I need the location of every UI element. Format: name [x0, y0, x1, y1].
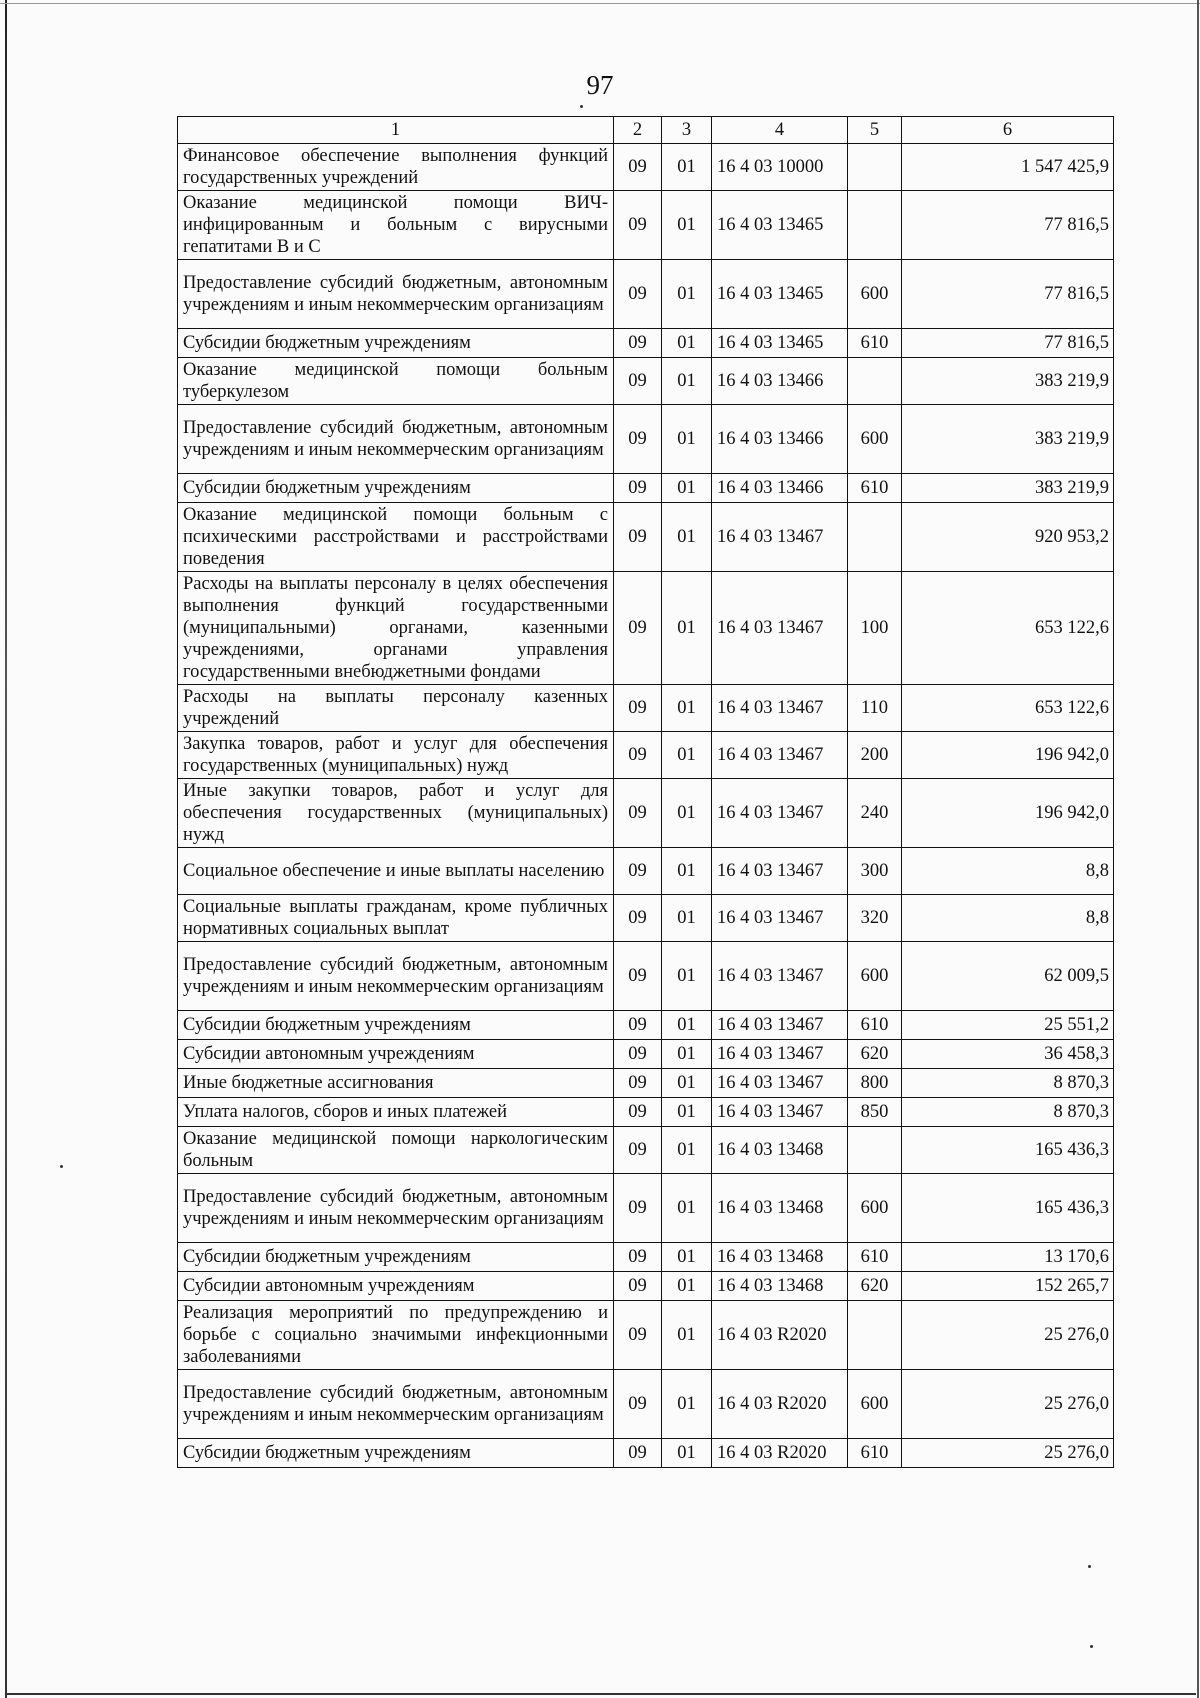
- target-article-code: 16 4 03 13468: [712, 1243, 848, 1272]
- expense-type-code: 620: [848, 1040, 902, 1069]
- amount: 383 219,9: [902, 474, 1114, 503]
- scan-speck: [60, 1165, 63, 1168]
- column-header: 4: [712, 117, 848, 144]
- table-row: [178, 474, 1114, 503]
- section-code: 09: [614, 1011, 662, 1040]
- table-row: [178, 1370, 1114, 1439]
- subsection-code: 01: [662, 1272, 712, 1301]
- row-description: Оказание медицинской помощи наркологическим больным: [178, 1127, 614, 1174]
- target-article-code: 16 4 03 R2020: [712, 1370, 848, 1439]
- subsection-code: 01: [662, 848, 712, 895]
- amount: 25 276,0: [902, 1439, 1114, 1468]
- table-row: [178, 405, 1114, 474]
- target-article-code: 16 4 03 13466: [712, 474, 848, 503]
- section-code: 09: [614, 1069, 662, 1098]
- target-article-code: 16 4 03 13467: [712, 895, 848, 942]
- target-article-code: 16 4 03 13467: [712, 572, 848, 685]
- table-row: [178, 329, 1114, 358]
- table-row: [178, 1439, 1114, 1468]
- subsection-code: 01: [662, 1301, 712, 1370]
- subsection-code: 01: [662, 358, 712, 405]
- expense-type-code: 600: [848, 260, 902, 329]
- subsection-code: 01: [662, 1011, 712, 1040]
- table-row: [178, 144, 1114, 191]
- subsection-code: 01: [662, 191, 712, 260]
- amount: 25 551,2: [902, 1011, 1114, 1040]
- amount: 25 276,0: [902, 1370, 1114, 1439]
- row-description: Предоставление субсидий бюджетным, автономным учреждениям и иным некоммерческим организациям: [178, 942, 614, 1011]
- section-code: 09: [614, 1127, 662, 1174]
- expense-type-code: 600: [848, 1174, 902, 1243]
- row-description: Субсидии бюджетным учреждениям: [178, 329, 614, 358]
- row-description: Социальные выплаты гражданам, кроме публичных нормативных социальных выплат: [178, 895, 614, 942]
- expense-type-code: 620: [848, 1272, 902, 1301]
- table-row: [178, 191, 1114, 260]
- amount: 165 436,3: [902, 1127, 1114, 1174]
- row-description: Иные закупки товаров, работ и услуг для обеспечения государственных (муниципальных) нужд: [178, 779, 614, 848]
- section-code: 09: [614, 942, 662, 1011]
- section-code: 09: [614, 1272, 662, 1301]
- row-description: Реализация мероприятий по предупреждению и борьбе с социально значимыми инфекционными заболеваниями: [178, 1301, 614, 1370]
- table-row: [178, 260, 1114, 329]
- subsection-code: 01: [662, 1174, 712, 1243]
- subsection-code: 01: [662, 1439, 712, 1468]
- target-article-code: 16 4 03 13467: [712, 1098, 848, 1127]
- subsection-code: 01: [662, 405, 712, 474]
- expense-type-code: 610: [848, 1439, 902, 1468]
- expense-type-code: 610: [848, 474, 902, 503]
- expense-type-code: 600: [848, 1370, 902, 1439]
- section-code: 09: [614, 895, 662, 942]
- expense-type-code: [848, 1301, 902, 1370]
- subsection-code: 01: [662, 144, 712, 191]
- row-description: Субсидии бюджетным учреждениям: [178, 1439, 614, 1468]
- row-description: Оказание медицинской помощи ВИЧ-инфицированным и больным с вирусными гепатитами В и С: [178, 191, 614, 260]
- amount: 62 009,5: [902, 942, 1114, 1011]
- amount: 13 170,6: [902, 1243, 1114, 1272]
- scan-edge-left: [5, 0, 7, 1698]
- table-row: [178, 1301, 1114, 1370]
- target-article-code: 16 4 03 13466: [712, 358, 848, 405]
- subsection-code: 01: [662, 260, 712, 329]
- table-row: [178, 779, 1114, 848]
- table-row: [178, 848, 1114, 895]
- scan-edge-bottom: [6, 1693, 1196, 1695]
- target-article-code: 16 4 03 13467: [712, 1069, 848, 1098]
- column-header: 6: [902, 117, 1114, 144]
- column-header: 2: [614, 117, 662, 144]
- row-description: Субсидии автономным учреждениям: [178, 1272, 614, 1301]
- target-article-code: 16 4 03 13465: [712, 191, 848, 260]
- table-body: [178, 144, 1114, 1468]
- expense-type-code: 110: [848, 685, 902, 732]
- page-number: 97: [586, 70, 614, 100]
- row-description: Предоставление субсидий бюджетным, автономным учреждениям и иным некоммерческим организациям: [178, 260, 614, 329]
- amount: 165 436,3: [902, 1174, 1114, 1243]
- expense-type-code: [848, 358, 902, 405]
- amount: 196 942,0: [902, 779, 1114, 848]
- row-description: Субсидии бюджетным учреждениям: [178, 474, 614, 503]
- expense-type-code: [848, 1127, 902, 1174]
- subsection-code: 01: [662, 779, 712, 848]
- section-code: 09: [614, 260, 662, 329]
- target-article-code: 16 4 03 13465: [712, 329, 848, 358]
- target-article-code: 16 4 03 13466: [712, 405, 848, 474]
- table-row: [178, 1098, 1114, 1127]
- target-article-code: 16 4 03 R2020: [712, 1301, 848, 1370]
- row-description: Субсидии автономным учреждениям: [178, 1040, 614, 1069]
- section-code: 09: [614, 1243, 662, 1272]
- amount: 196 942,0: [902, 732, 1114, 779]
- row-description: Субсидии бюджетным учреждениям: [178, 1011, 614, 1040]
- subsection-code: 01: [662, 474, 712, 503]
- row-description: Финансовое обеспечение выполнения функций государственных учреждений: [178, 144, 614, 191]
- scan-edge-right: [1197, 0, 1199, 1698]
- table-header-row: [178, 117, 1114, 144]
- subsection-code: 01: [662, 1370, 712, 1439]
- row-description: Уплата налогов, сборов и иных платежей: [178, 1098, 614, 1127]
- amount: 653 122,6: [902, 572, 1114, 685]
- section-code: 09: [614, 191, 662, 260]
- row-description: Оказание медицинской помощи больным с психическими расстройствами и расстройствами поведения: [178, 503, 614, 572]
- column-header: 5: [848, 117, 902, 144]
- expense-type-code: [848, 191, 902, 260]
- scan-speck: [1090, 1645, 1093, 1648]
- row-description: Закупка товаров, работ и услуг для обеспечения государственных (муниципальных) нужд: [178, 732, 614, 779]
- budget-table: [177, 116, 1114, 1468]
- section-code: 09: [614, 474, 662, 503]
- amount: 8 870,3: [902, 1098, 1114, 1127]
- target-article-code: 16 4 03 R2020: [712, 1439, 848, 1468]
- section-code: 09: [614, 329, 662, 358]
- column-header: 3: [662, 117, 712, 144]
- subsection-code: 01: [662, 572, 712, 685]
- target-article-code: 16 4 03 13467: [712, 848, 848, 895]
- section-code: 09: [614, 1439, 662, 1468]
- section-code: 09: [614, 503, 662, 572]
- amount: 8 870,3: [902, 1069, 1114, 1098]
- amount: 36 458,3: [902, 1040, 1114, 1069]
- table-row: [178, 358, 1114, 405]
- section-code: 09: [614, 1301, 662, 1370]
- subsection-code: 01: [662, 1040, 712, 1069]
- row-description: Предоставление субсидий бюджетным, автономным учреждениям и иным некоммерческим организациям: [178, 405, 614, 474]
- section-code: 09: [614, 1098, 662, 1127]
- subsection-code: 01: [662, 895, 712, 942]
- amount: 8,8: [902, 895, 1114, 942]
- target-article-code: 16 4 03 13467: [712, 1040, 848, 1069]
- amount: 152 265,7: [902, 1272, 1114, 1301]
- table-row: [178, 1127, 1114, 1174]
- section-code: 09: [614, 144, 662, 191]
- section-code: 09: [614, 779, 662, 848]
- section-code: 09: [614, 572, 662, 685]
- expense-type-code: 240: [848, 779, 902, 848]
- section-code: 09: [614, 358, 662, 405]
- table-row: [178, 732, 1114, 779]
- target-article-code: 16 4 03 13467: [712, 503, 848, 572]
- section-code: 09: [614, 685, 662, 732]
- expense-type-code: 850: [848, 1098, 902, 1127]
- subsection-code: 01: [662, 1243, 712, 1272]
- expense-type-code: 610: [848, 1243, 902, 1272]
- expense-type-code: [848, 144, 902, 191]
- amount: 383 219,9: [902, 405, 1114, 474]
- column-header: 1: [178, 117, 614, 144]
- amount: 77 816,5: [902, 191, 1114, 260]
- target-article-code: 16 4 03 13467: [712, 942, 848, 1011]
- target-article-code: 16 4 03 10000: [712, 144, 848, 191]
- row-description: Субсидии бюджетным учреждениям: [178, 1243, 614, 1272]
- expense-type-code: 200: [848, 732, 902, 779]
- target-article-code: 16 4 03 13465: [712, 260, 848, 329]
- target-article-code: 16 4 03 13467: [712, 732, 848, 779]
- target-article-code: 16 4 03 13467: [712, 1011, 848, 1040]
- row-description: Расходы на выплаты персоналу казенных учреждений: [178, 685, 614, 732]
- target-article-code: 16 4 03 13468: [712, 1272, 848, 1301]
- amount: 77 816,5: [902, 329, 1114, 358]
- expense-type-code: [848, 503, 902, 572]
- section-code: 09: [614, 1174, 662, 1243]
- subsection-code: 01: [662, 329, 712, 358]
- expense-type-code: 320: [848, 895, 902, 942]
- target-article-code: 16 4 03 13468: [712, 1174, 848, 1243]
- table-row: [178, 1174, 1114, 1243]
- subsection-code: 01: [662, 942, 712, 1011]
- row-description: Иные бюджетные ассигнования: [178, 1069, 614, 1098]
- scan-edge-top: [0, 3, 1200, 4]
- amount: 8,8: [902, 848, 1114, 895]
- subsection-code: 01: [662, 1069, 712, 1098]
- expense-type-code: 610: [848, 329, 902, 358]
- amount: 920 953,2: [902, 503, 1114, 572]
- amount: 77 816,5: [902, 260, 1114, 329]
- row-description: Оказание медицинской помощи больным туберкулезом: [178, 358, 614, 405]
- scan-speck: [1088, 1565, 1091, 1568]
- scan-speck: [580, 105, 583, 108]
- expense-type-code: 610: [848, 1011, 902, 1040]
- table-row: [178, 1011, 1114, 1040]
- table-row: [178, 572, 1114, 685]
- table-row: [178, 1243, 1114, 1272]
- target-article-code: 16 4 03 13468: [712, 1127, 848, 1174]
- target-article-code: 16 4 03 13467: [712, 779, 848, 848]
- table-row: [178, 1040, 1114, 1069]
- row-description: Расходы на выплаты персоналу в целях обеспечения выполнения функций государственными (муниципальными) органами, казенными учреждениями, органами управления государственными внебюджетными фондами: [178, 572, 614, 685]
- table-row: [178, 685, 1114, 732]
- section-code: 09: [614, 1370, 662, 1439]
- table-row: [178, 503, 1114, 572]
- amount: 25 276,0: [902, 1301, 1114, 1370]
- table-row: [178, 942, 1114, 1011]
- expense-type-code: 100: [848, 572, 902, 685]
- section-code: 09: [614, 1040, 662, 1069]
- amount: 383 219,9: [902, 358, 1114, 405]
- expense-type-code: 600: [848, 942, 902, 1011]
- row-description: Предоставление субсидий бюджетным, автономным учреждениям и иным некоммерческим организациям: [178, 1174, 614, 1243]
- section-code: 09: [614, 405, 662, 474]
- subsection-code: 01: [662, 503, 712, 572]
- row-description: Предоставление субсидий бюджетным, автономным учреждениям и иным некоммерческим организациям: [178, 1370, 614, 1439]
- subsection-code: 01: [662, 685, 712, 732]
- amount: 653 122,6: [902, 685, 1114, 732]
- section-code: 09: [614, 732, 662, 779]
- table-row: [178, 1069, 1114, 1098]
- expense-type-code: 600: [848, 405, 902, 474]
- subsection-code: 01: [662, 732, 712, 779]
- subsection-code: 01: [662, 1127, 712, 1174]
- expense-type-code: 800: [848, 1069, 902, 1098]
- expense-type-code: 300: [848, 848, 902, 895]
- section-code: 09: [614, 848, 662, 895]
- target-article-code: 16 4 03 13467: [712, 685, 848, 732]
- amount: 1 547 425,9: [902, 144, 1114, 191]
- row-description: Социальное обеспечение и иные выплаты населению: [178, 848, 614, 895]
- table-row: [178, 895, 1114, 942]
- subsection-code: 01: [662, 1098, 712, 1127]
- table-row: [178, 1272, 1114, 1301]
